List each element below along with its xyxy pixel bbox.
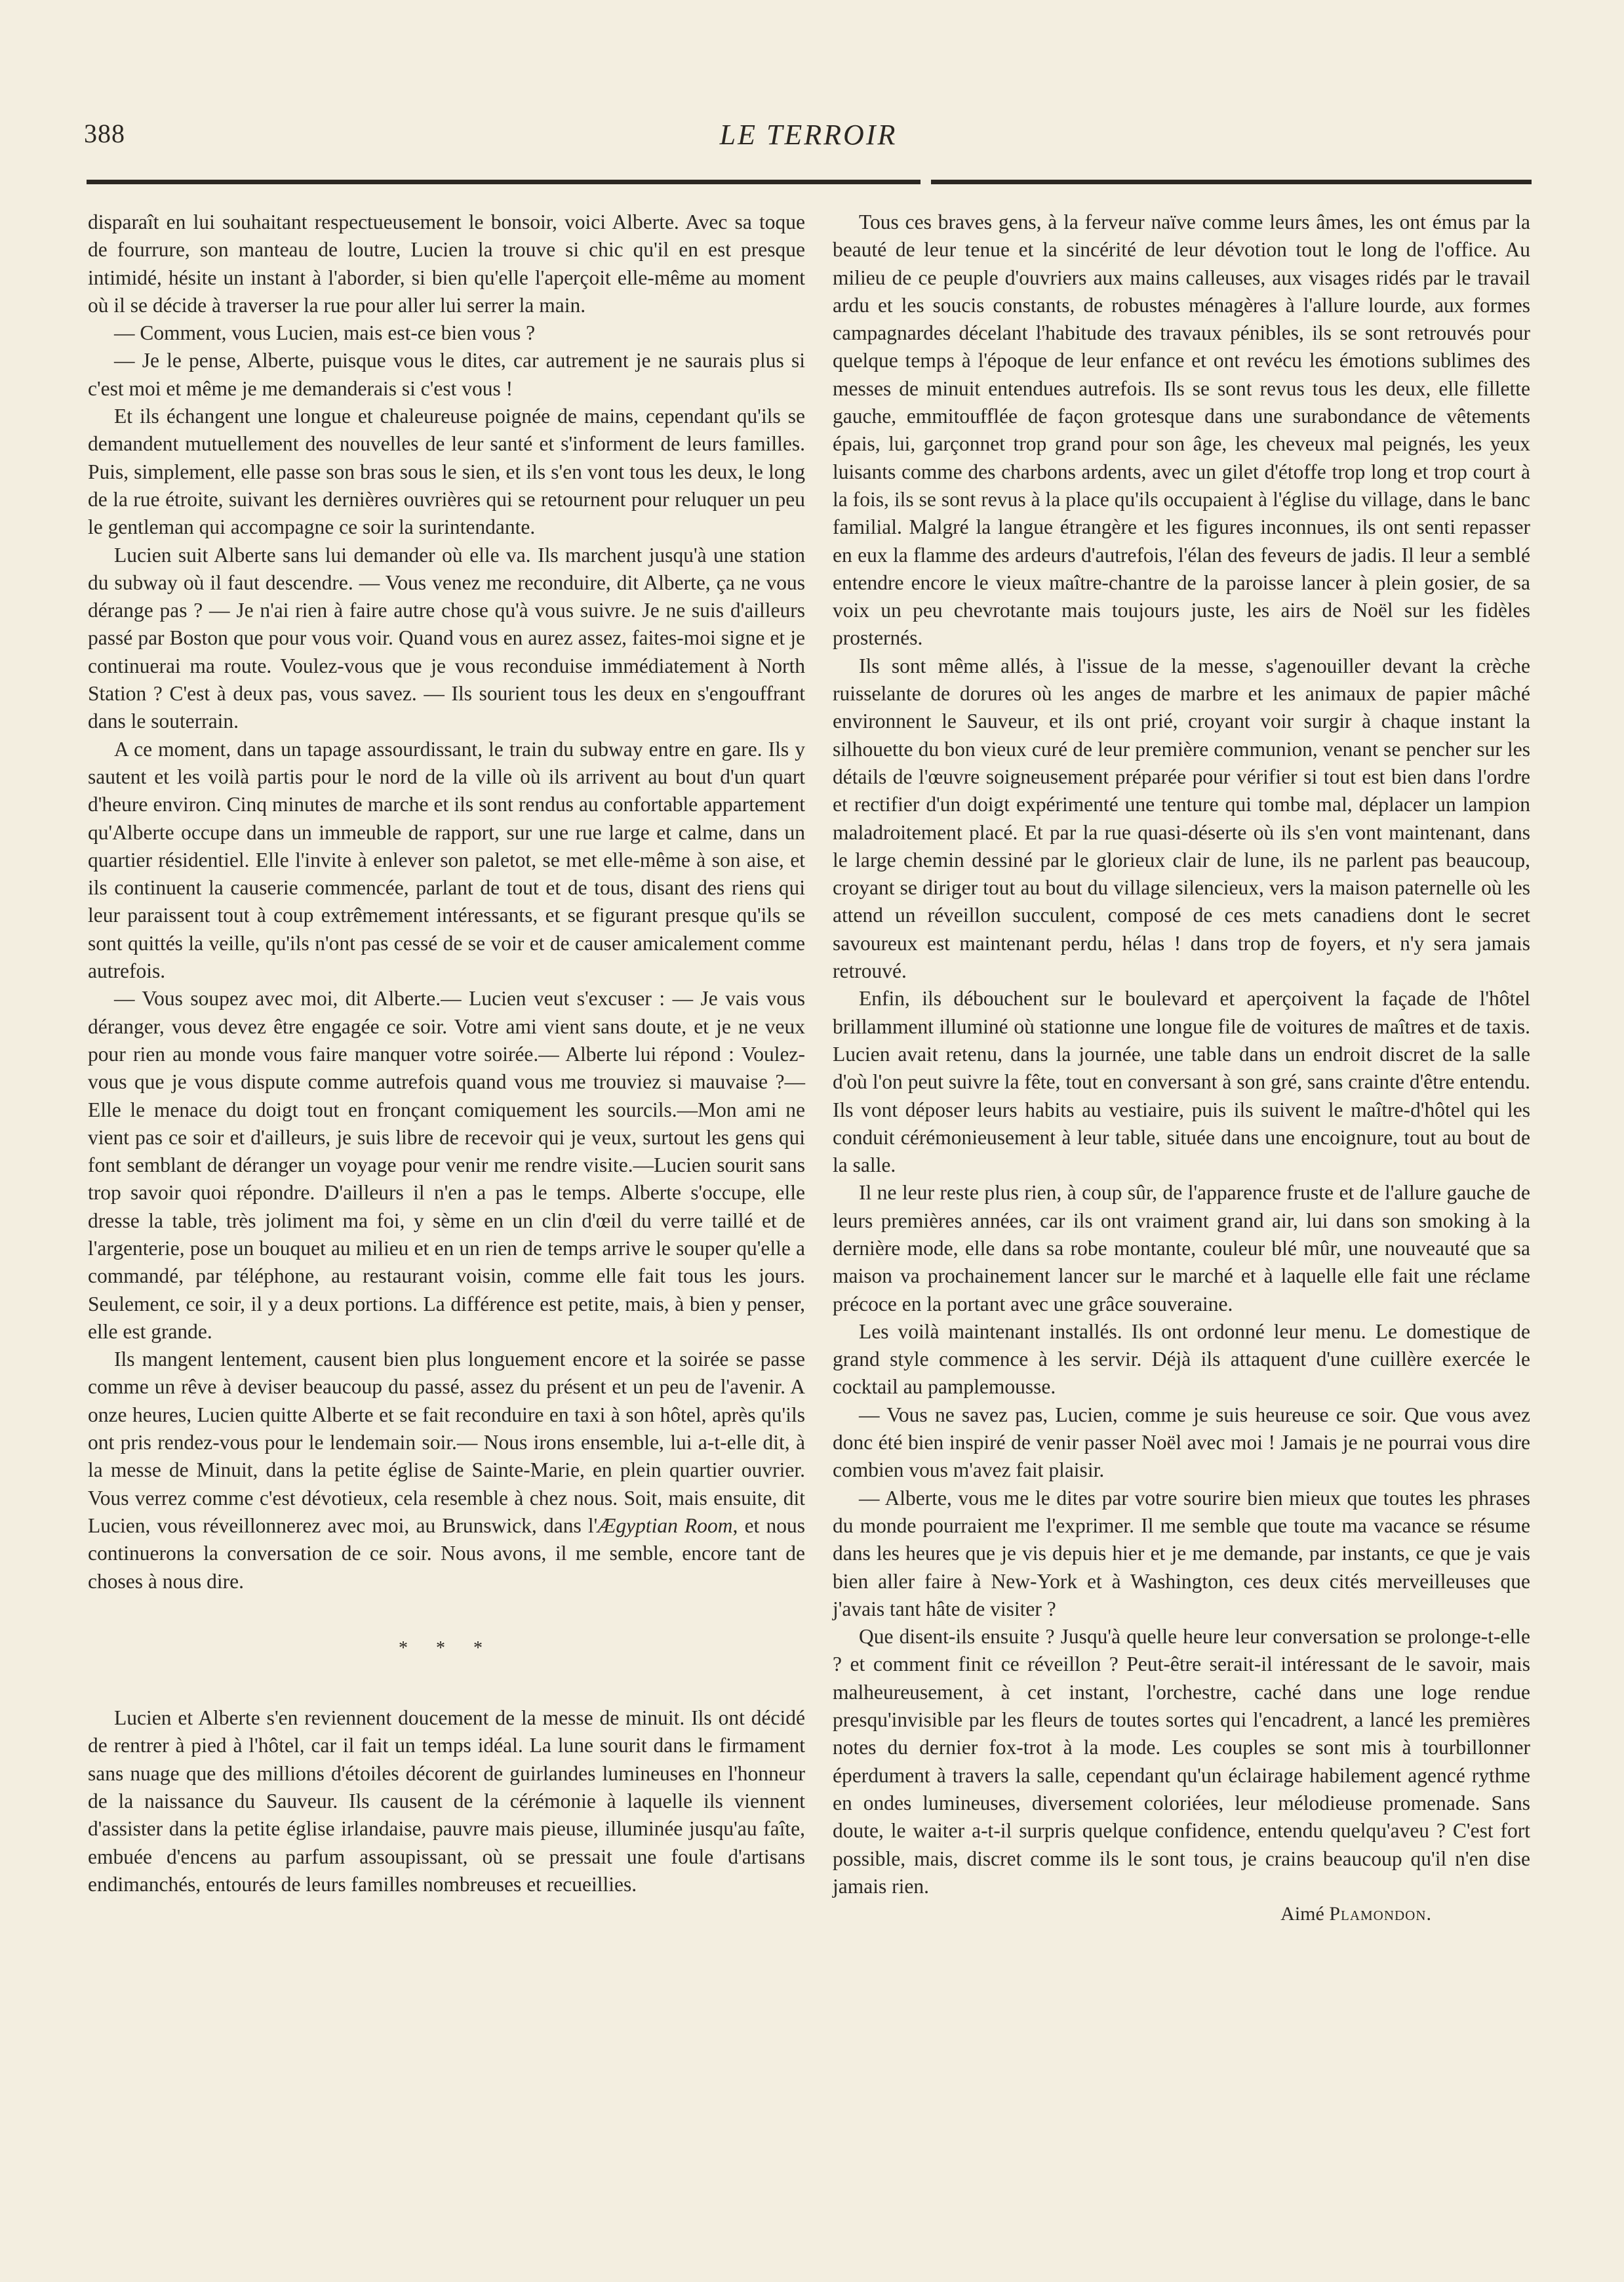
paragraph: Les voilà maintenant installés. Ils ont ordonné leur menu. Le domestique de grand style commence à les servir. Déjà ils attaquent d'une cuillère exercée le cocktail au pamplemousse. <box>833 1319 1530 1399</box>
paragraph: — Vous soupez avec moi, dit Alberte.— Lucien veut s'excuser : — Je vais vous déranger, vous devez être engagée ce soir. Votre ami vient sans doute, et je ne veux pour rien au monde vous faire manquer votre soirée.— Alberte lui répond : Voulez-vous que je vous dispute comme autrefois quand vous me trouviez si mauvaise ?— Elle le menace du doigt tout en fronçant comiquement les sourcils.—Mon ami ne vient pas ce soir et d'ailleurs, je suis libre de recevoir qui je veux, surtout les gens qui font semblant de déranger un voyage pour venir me rendre visite.—Lucien sourit sans trop savoir quoi répondre. D'ailleurs il n'en a pas le temps. Alberte s'occupe, elle dresse la table, très joliment ma foi, y sème en un clin d'œil du verre taillé et de l'argenterie, pose un bouquet au milieu et en un rien de temps arrive le souper qu'elle a commandé, par téléphone, au restaurant voisin, comme elle fait tous les jours. Seulement, ce soir, il y a deux portions. La différence est petite, mais, à bien y penser, elle est grande. <box>88 987 805 1343</box>
section-separator: * * * <box>399 1637 494 1658</box>
signature-last-name: Plamondon. <box>1329 1903 1432 1925</box>
header-rule-right <box>931 180 1532 184</box>
page-header <box>84 118 1533 164</box>
paragraph: Que disent-ils ensuite ? Jusqu'à quelle heure leur conversation se prolonge-t-elle ? et comment finit ce réveillon ? Peut-être serait-il intéressant de le savoir, mais malheureusement, à cet instant, l'orchestre, caché dans une loge rendue presqu'invisible par les fleurs de toutes sortes qui l'encadrent, a lancé les premières notes du dernier fox-trot à la mode. Les couples se sont mis à tourbillonner éperdument à travers la salle, cependant qu'un éclairage habilement agencé rythme en ondes lumineuses, diversement coloriées, leur mélodieuse promenade. Sans doute, le waiter a-t-il surpris quelque confidence, entendu quelqu'aveu ? C'est fort possible, mais, discret comme ils le sont tous, je crains beaucoup qu'il n'en dise jamais rien. <box>833 1625 1530 1898</box>
paragraph: Il ne leur reste plus rien, à coup sûr, de l'apparence fruste et de l'allure gauche de leurs premières années, car ils ont vraiment grand air, lui dans son smoking à la dernière mode, elle dans sa robe montante, couleur blé mûr, une nouveauté que sa maison va prochainement lancer sur le marché et à laquelle elle fait une réclame précoce en la portant avec une grâce souveraine. <box>833 1181 1530 1315</box>
paragraph: Tous ces braves gens, à la ferveur naïve comme leurs âmes, les ont émus par la beauté de leur tenue et la sincérité de leur dévotion tout le long de l'office. Au milieu de ce peuple d'ouvriers aux mains calleuses, aux visages ridés par le travail ardu et les soucis constants, de robustes ménagères à l'allure lourde, aux formes campagnardes décelant l'habitude des travaux pénibles, ils se sont retrouvés pour quelque temps à l'époque de leur enfance et ont revécu les émotions sublimes des messes de minuit entendues autrefois. Ils se sont revus tous les deux, elle fillette gauche, emmitoufflée de façon grotesque dans une surabondance de vêtements épais, lui, garçonnet trop grand pour son âge, les cheveux mal peignés, les yeux luisants comme des charbons ardents, avec un gilet d'étoffe trop long et trop court à la fois, ils se sont revus à la place qu'ils occupaient à l'église du village, dans le banc familial. Malgré la langue étrangère et les figures inconnues, ils ont senti repasser en eux la flamme des ardeurs d'autrefois, l'élan des feveurs de jadis. Il leur a semblé entendre encore le vieux maître-chantre de la paroisse lancer à plein gosier, de sa voix un peu chevrotante mais toujours juste, les airs de Noël sur les fidèles prosternés. <box>833 210 1530 650</box>
paragraph-text: Ils mangent lentement, causent bien plus longuement encore et la soirée se passe comme un rêve à deviser beaucoup du passé, assez du présent et un peu de l'avenir. A onze heures, Lucien quitte Alberte et se fait reconduire en taxi à son hôtel, après qu'ils ont pris rendez-vous pour le lendemain soir.— Nous irons ensemble, lui a-t-elle dit, à la messe de Minuit, dans la petite église de Sainte-Marie, en plein quartier ouvrier. Vous verrez comme c'est dévotieux, cela resemble à chez nous. Soit, mais ensuite, dit Lucien, vous réveillonnerez avec moi, au Brunswick, dans l' <box>88 1348 805 1537</box>
author-signature <box>833 1900 1530 1928</box>
page-number: 388 <box>84 119 125 148</box>
italic-phrase: Ægyptian Room <box>597 1513 733 1537</box>
paragraph: Et ils échangent une longue et chaleureuse poignée de mains, cependant qu'ils se demandent mutuellement des nouvelles de leur santé et s'informent de leurs familles. Puis, simplement, elle passe son bras sous le sien, et ils s'en vont tous les deux, le long de la rue étroite, suivant les dernières ouvrières qui se retournent pour reluquer un peu le gentleman qui accompagne ce soir la surintendante. <box>88 405 805 539</box>
header-rule-left <box>87 180 921 184</box>
right-column <box>833 209 1530 1928</box>
paragraph: — Comment, vous Lucien, mais est-ce bien vous ? <box>114 321 536 345</box>
paragraph: Ils sont même allés, à l'issue de la messe, s'agenouiller devant la crèche ruisselante de dorures où les anges de marbre et les animaux de papier mâché environnent le Sauveur, et ils ont prié, croyant voir surgir à chaque instant la silhouette du bon vieux curé de leur première communion, venant se pencher sur les détails de l'œuvre soigneusement préparée pour vérifier si tout est bien dans l'ordre et rectifier d'un doigt expérimenté une tenture qui tombe mal, déplacer un lampion maladroitement placé. Et par la rue quasi-déserte où ils s'en vont maintenant, dans le large chemin dessiné par le glorieux clair de lune, ils ne parlent pas beaucoup, croyant se diriger tout au bout du village silencieux, vers la maison paternelle où les attend un réveillon succulent, composé de ces mets canadiens dont le secret savoureux est maintenant perdu, hélas ! dans trop de foyers, et n'y sera jamais retrouvé. <box>833 654 1530 983</box>
paragraph: — Alberte, vous me le dites par votre sourire bien mieux que toutes les phrases du monde pourraient me l'exprimer. Il me semble que toute ma vacance se résume dans les heures que je vis depuis hier et je me demande, par instants, ce que je vais bien aller faire à New-York et à Washington, ces deux cités merveilleuses que j'avais tant hâte de visiter ? <box>833 1486 1530 1620</box>
signature-first-name: Aimé <box>1280 1903 1324 1925</box>
paragraph: disparaît en lui souhaitant respectueusement le bonsoir, voici Alberte. Avec sa toque de fourrure, son manteau de loutre, Lucien la trouve si chic qu'il en est presque intimidé, hésite un instant à l'aborder, si bien qu'elle l'aperçoit elle-même au moment où il se décide à traverser la rue pour aller lui serrer la main. <box>88 210 805 317</box>
running-title: LE TERROIR <box>719 119 898 151</box>
paragraph: Enfin, ils débouchent sur le boulevard et aperçoivent la façade de l'hôtel brillamment illuminé où stationne une longue file de voitures de maîtres et de taxis. Lucien avait retenu, dans la journée, une table dans un endroit discret de la salle d'où l'on peut suivre la fête, tout en conversant à son gré, sans crainte d'être entendu. Ils vont déposer leurs habits au vestiaire, puis ils suivent le maître-d'hôtel qui les conduit cérémonieusement à leur table, située dans une encoignure, tout au bout de la salle. <box>833 987 1530 1177</box>
paragraph: A ce moment, dans un tapage assourdissant, le train du subway entre en gare. Ils y sautent et les voilà partis pour le nord de la ville où ils arrivent au bout d'un quart d'heure environ. Cinq minutes de marche et ils sont rendus au confortable appartement qu'Alberte occupe dans un immeuble de rapport, sur une rue large et calme, dans un quartier résidentiel. Elle l'invite à enlever son paletot, se met elle-même à son aise, et ils continuent la causerie commencée, parlant de tout et de tous, disant des riens qui leur paraissent tout à coup extrêmement intéressants, et se figurant presque qu'ils se sont quittés la veille, qu'ils n'ont pas cessé de se voir et de causer amicalement comme autrefois. <box>88 737 805 983</box>
paragraph: — Vous ne savez pas, Lucien, comme je suis heureuse ce soir. Que vous avez donc été bien inspiré de venir passer Noël avec moi ! Jamais je ne pourrai vous dire combien vous m'avez fait plaisir. <box>833 1403 1530 1482</box>
paragraph: Lucien suit Alberte sans lui demander où elle va. Ils marchent jusqu'à une station du subway où il faut descendre. — Vous venez me reconduire, dit Alberte, ça ne vous dérange pas ? — Je n'ai rien à faire autre chose qu'à vous suivre. Je ne suis d'ailleurs passé par Boston que pour vous voir. Quand vous en aurez assez, faites-moi signe et je continuerai ma route. Voulez-vous que je vous reconduise immédiatement à North Station ? C'est à deux pas, vous savez. — Ils sourient tous les deux en s'engouffrant dans le souterrain. <box>88 543 805 733</box>
paragraph <box>88 1346 805 1595</box>
paragraph: Lucien et Alberte s'en reviennent doucement de la messe de minuit. Ils ont décidé de rentrer à pied à l'hôtel, car il fait un temps idéal. La lune sourit dans le firmament sans nuage que des millions d'étoiles décorent de guirlandes lumineuses en l'honneur de la naissance du Sauveur. Ils causent de la cérémonie à laquelle ils viennent d'assister dans la petite église irlandaise, pauvre mais pieuse, illuminée jusqu'au faîte, embuée d'encens au parfum assoupissant, où se pressait une foule d'artisans endimanchés, entourés de leurs familles nombreuses et recueillies. <box>88 1706 805 1896</box>
paragraph: — Je le pense, Alberte, puisque vous le dites, car autrement je ne saurais plus si c'est moi et même je me demanderais si c'est vous ! <box>88 349 805 400</box>
left-column <box>88 209 805 1898</box>
paragraph-text: , et nous continuerons la conversation de ce soir. Nous avons, il me semble, encore tant de choses à nous dire. <box>88 1513 805 1593</box>
